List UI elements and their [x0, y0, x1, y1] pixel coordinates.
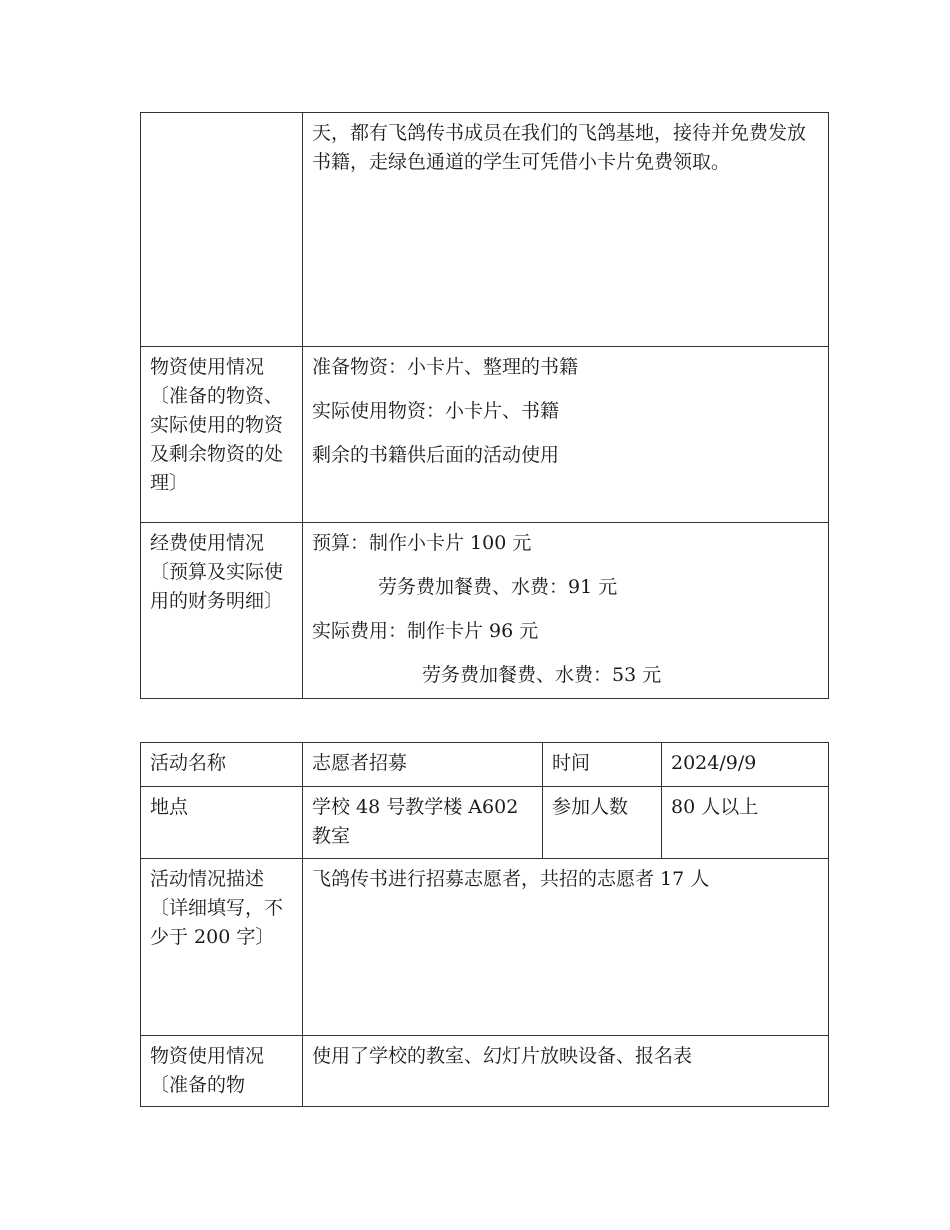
budget-labor-line: 劳务费加餐费、水费：91 元: [378, 576, 618, 598]
prepared-materials: 准备物资：小卡片、整理的书籍: [312, 356, 579, 378]
table-row: [141, 523, 829, 699]
table-row: [141, 347, 829, 523]
funds-usage-content: [303, 523, 829, 699]
participants-value: 80 人以上: [662, 787, 829, 859]
description-label: 活动情况描述〔详细填写，不少于 200 字〕: [141, 859, 303, 1036]
table-row: [141, 743, 829, 787]
activity-description-continued: 天，都有飞鸽传书成员在我们的飞鸽基地，接待并免费发放书籍，走绿色通道的学生可凭借小卡片免费领取。: [303, 113, 829, 347]
time-label: 时间: [543, 743, 662, 787]
budget-line: 预算：制作小卡片 100 元: [312, 532, 532, 554]
participants-label: 参加人数: [543, 787, 662, 859]
materials-value: 使用了学校的教室、幻灯片放映设备、报名表: [303, 1036, 829, 1107]
materials-usage-label: 物资使用情况〔准备的物资、实际使用的物资及剩余物资的处理〕: [141, 347, 303, 523]
time-value: 2024/9/9: [662, 743, 829, 787]
row-label-empty: [141, 113, 303, 347]
actual-cost-line: 实际费用：制作卡片 96 元: [312, 620, 539, 642]
table-row: [141, 859, 829, 1036]
activity-report-table: [140, 742, 829, 1107]
materials-usage-content: [303, 347, 829, 523]
table-row: [141, 1036, 829, 1107]
actual-labor-line: 劳务费加餐费、水费：53 元: [422, 664, 662, 686]
funds-usage-label: 经费使用情况〔预算及实际使用的财务明细〕: [141, 523, 303, 699]
activity-name-label: 活动名称: [141, 743, 303, 787]
table-row: [141, 113, 829, 347]
description-value: 飞鸽传书进行招募志愿者，共招的志愿者 17 人: [303, 859, 829, 1036]
location-label: 地点: [141, 787, 303, 859]
used-materials: 实际使用物资：小卡片、书籍: [312, 400, 560, 422]
materials-label: 物资使用情况〔准备的物: [141, 1036, 303, 1107]
activity-report-table-continued: [140, 112, 829, 699]
table-row: [141, 787, 829, 859]
location-value: 学校 48 号教学楼 A602 教室: [303, 787, 543, 859]
remaining-materials: 剩余的书籍供后面的活动使用: [312, 444, 560, 466]
activity-name-value: 志愿者招募: [303, 743, 543, 787]
